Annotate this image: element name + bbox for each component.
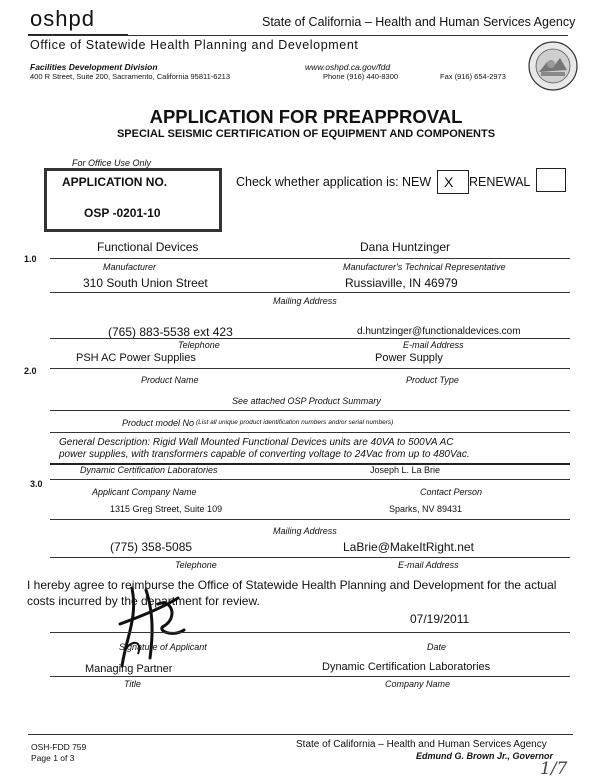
applicant-email: LaBrie@MakeItRight.net — [343, 540, 474, 554]
applicant-company-label: Applicant Company Name — [92, 487, 197, 497]
company-value: Dynamic Certification Laboratories — [322, 661, 491, 673]
rule — [50, 410, 570, 411]
rule — [50, 676, 570, 677]
mfr-email: d.huntzinger@functionaldevices.com — [357, 326, 521, 337]
product-name-label: Product Name — [141, 375, 199, 385]
office-use-label: For Office Use Only — [72, 158, 152, 168]
applicant-address-2: Sparks, NV 89431 — [389, 504, 463, 514]
rule — [50, 479, 570, 480]
contact-person-value: Joseph L. La Brie — [370, 465, 441, 475]
signature-date: 07/19/2011 — [410, 612, 470, 626]
contact-person-label: Contact Person — [420, 487, 483, 497]
office-name: Office of Statewide Health Planning and Development — [30, 38, 359, 52]
check-prompt: Check whether application is: — [236, 175, 399, 189]
rule — [50, 368, 570, 369]
renewal-label: RENEWAL — [469, 175, 531, 189]
application-number-value: OSP -0201-10 — [84, 206, 161, 220]
applicant-phone: (775) 358-5085 — [110, 540, 193, 554]
phone-number: Phone (916) 440-8300 — [323, 72, 399, 81]
mailing-address-label: Mailing Address — [273, 296, 337, 306]
page-number: Page 1 of 3 — [31, 753, 75, 763]
company-label: Company Name — [385, 679, 451, 689]
fax-number: Fax (916) 654-2973 — [440, 72, 506, 81]
rule — [50, 292, 570, 293]
product-name-value: PSH AC Power Supplies — [76, 352, 196, 364]
form-number: OSH-FDD 759 — [31, 742, 87, 752]
applicant-mailing-label: Mailing Address — [273, 526, 337, 536]
section-3-number: 3.0 — [30, 479, 43, 489]
product-type-value: Power Supply — [375, 352, 443, 364]
telephone-label: Telephone — [178, 340, 220, 350]
state-seal-icon — [527, 40, 579, 92]
new-label: NEW — [402, 175, 432, 189]
manufacturer-label: Manufacturer — [103, 262, 157, 272]
page-subtitle: SPECIAL SEISMIC CERTIFICATION OF EQUIPMENT AND COMPONENTS — [116, 128, 496, 140]
rep-label: Manufacturer's Technical Representative — [343, 262, 506, 272]
rule — [50, 632, 570, 633]
applicant-company-value: Dynamic Certification Laboratories — [80, 465, 218, 475]
applicant-address-1: 1315 Greg Street, Suite 109 — [110, 504, 223, 514]
product-type-label: Product Type — [406, 375, 459, 385]
agency-name: State of California – Health and Human Services Agency — [262, 15, 576, 29]
signature-icon — [112, 578, 192, 674]
applicant-telephone-label: Telephone — [175, 560, 217, 570]
model-value: See attached OSP Product Summary — [232, 396, 381, 406]
division-address: 400 R Street, Suite 200, Sacramento, California 95811-6213 — [30, 72, 230, 81]
model-label: Product model No — [122, 418, 195, 428]
agreement-line-1: I hereby agree to reimburse the Office of Statewide Health Planning and Development for the actual — [27, 578, 557, 592]
section-2-number: 2.0 — [24, 366, 37, 376]
rule — [50, 338, 570, 339]
email-label: E-mail Address — [403, 340, 464, 350]
header-rule — [28, 35, 568, 36]
governor-name: Edmund G. Brown Jr., Governor — [416, 751, 554, 761]
mfr-address-1: 310 South Union Street — [83, 276, 208, 290]
agreement-line-2: costs incurred by the department for review. — [27, 594, 260, 608]
rule — [50, 258, 570, 259]
page-title: APPLICATION FOR PREAPPROVAL — [149, 106, 463, 127]
rule — [50, 432, 570, 433]
rule — [50, 519, 570, 520]
section-1-number: 1.0 — [24, 254, 37, 264]
footer-agency: State of California – Health and Human Services Agency — [296, 739, 547, 750]
footer-rule — [28, 734, 573, 735]
division-name: Facilities Development Division — [30, 62, 158, 72]
handwritten-note: 1/7 — [540, 759, 568, 779]
website: www.oshpd.ca.gov/fdd — [305, 62, 391, 72]
date-label: Date — [427, 642, 447, 652]
oshpd-logo: oshpd — [30, 6, 95, 31]
renewal-checkbox[interactable] — [536, 168, 566, 192]
mfr-address-2: Russiaville, IN 46979 — [345, 276, 458, 290]
description-line-2: power supplies, with transformers capable of converting voltage to 24Vac from up to 480Vac. — [59, 449, 470, 460]
title-label: Title — [124, 679, 141, 689]
description-line-1: General Description: Rigid Wall Mounted Functional Devices units are 40VA to 500VA AC — [59, 437, 454, 448]
model-note: (List all unique product identification numbers and/or serial numbers) — [196, 419, 394, 426]
title-value: Managing Partner — [85, 663, 173, 675]
mfr-phone: (765) 883-5538 ext 423 — [108, 325, 233, 339]
new-check-mark: X — [444, 174, 454, 190]
rule — [50, 557, 570, 558]
application-number-label: APPLICATION NO. — [62, 175, 168, 189]
signature-label: Signature of Applicant — [119, 642, 207, 652]
rep-value: Dana Huntzinger — [360, 240, 451, 254]
manufacturer-value: Functional Devices — [97, 240, 199, 254]
applicant-email-label: E-mail Address — [398, 560, 459, 570]
